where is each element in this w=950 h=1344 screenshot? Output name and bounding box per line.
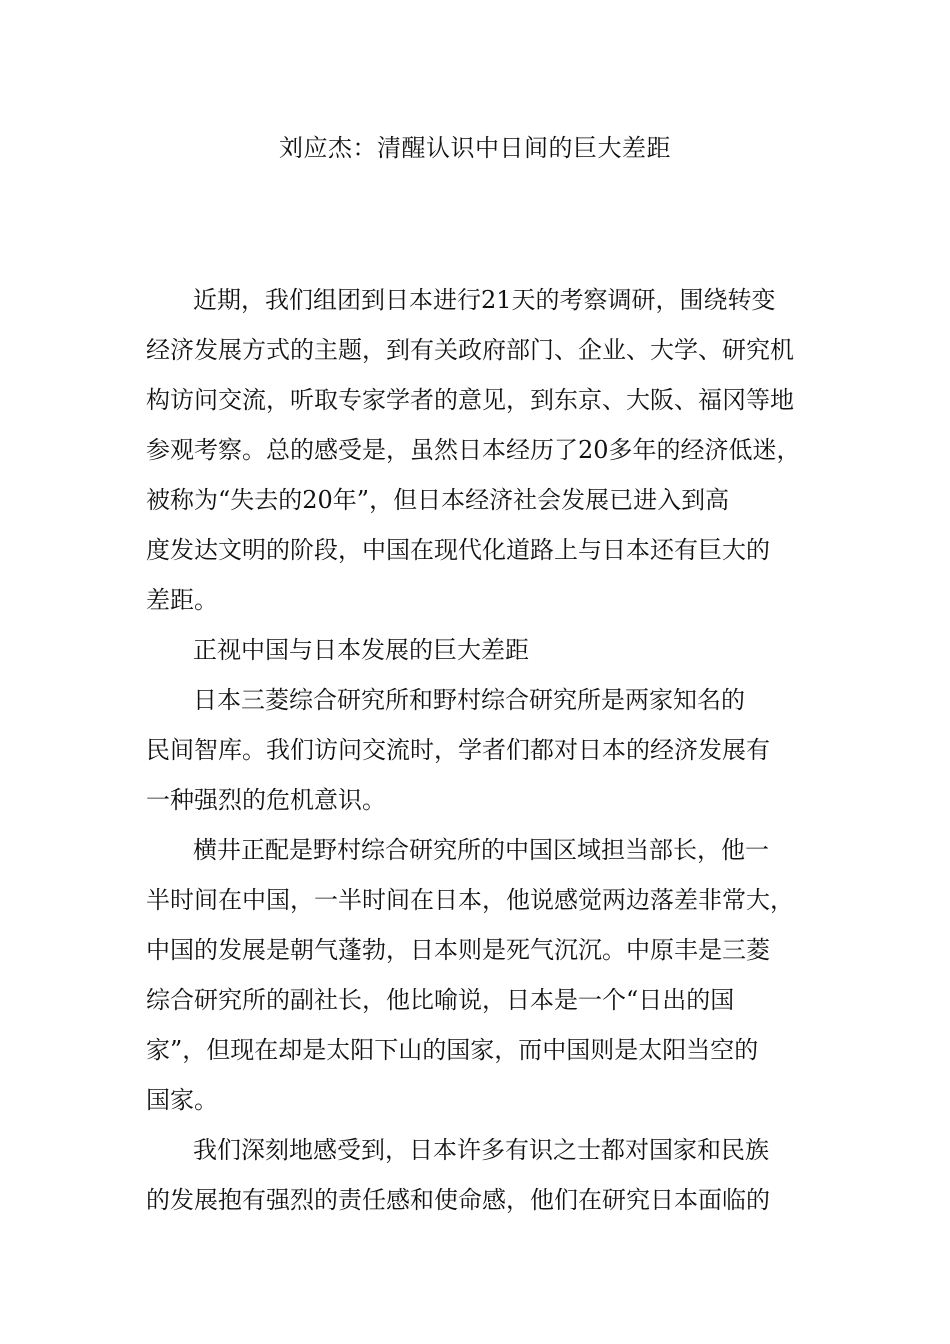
text-line: 近期，我们组团到日本进行21天的考察调研，围绕转变 <box>193 286 776 314</box>
text-line: 被称为“失去的20年”，但日本经济社会发展已进入到高 <box>146 486 730 514</box>
text-line: 我们深刻地感受到，日本许多有识之士都对国家和民族 <box>193 1136 769 1164</box>
text-line: 半时间在中国，一半时间在日本，他说感觉两边落差非常大， <box>146 886 794 914</box>
text-line: 参观考察。总的感受是，虽然日本经历了20多年的经济低迷， <box>146 436 801 464</box>
text-line: 正视中国与日本发展的巨大差距 <box>193 636 529 664</box>
text-line: 经济发展方式的主题，到有关政府部门、企业、大学、研究机 <box>146 336 794 364</box>
text-line: 横井正配是野村综合研究所的中国区域担当部长，他一 <box>193 836 769 864</box>
text-line: 日本三菱综合研究所和野村综合研究所是两家知名的 <box>193 686 745 714</box>
text-line: 构访问交流，听取专家学者的意见，到东京、大阪、福冈等地 <box>146 386 794 414</box>
text-line: 国家。 <box>146 1086 218 1114</box>
document-body <box>146 279 846 1229</box>
text-line: 家”，但现在却是太阳下山的国家，而中国则是太阳当空的 <box>146 1036 759 1064</box>
text-line: 民间智库。我们访问交流时，学者们都对日本的经济发展有 <box>146 736 770 764</box>
text-line: 一种强烈的危机意识。 <box>146 786 386 814</box>
text-line: 的发展抱有强烈的责任感和使命感，他们在研究日本面临的 <box>146 1186 770 1214</box>
document-title: 刘应杰：清醒认识中日间的巨大差距 <box>279 134 671 162</box>
text-line: 度发达文明的阶段，中国在现代化道路上与日本还有巨大的 <box>146 536 770 564</box>
text-line: 差距。 <box>146 586 218 614</box>
text-line: 中国的发展是朝气蓬勃，日本则是死气沉沉。中原丰是三菱 <box>146 936 770 964</box>
text-line: 综合研究所的副社长，他比喻说，日本是一个“日出的国 <box>146 986 735 1014</box>
